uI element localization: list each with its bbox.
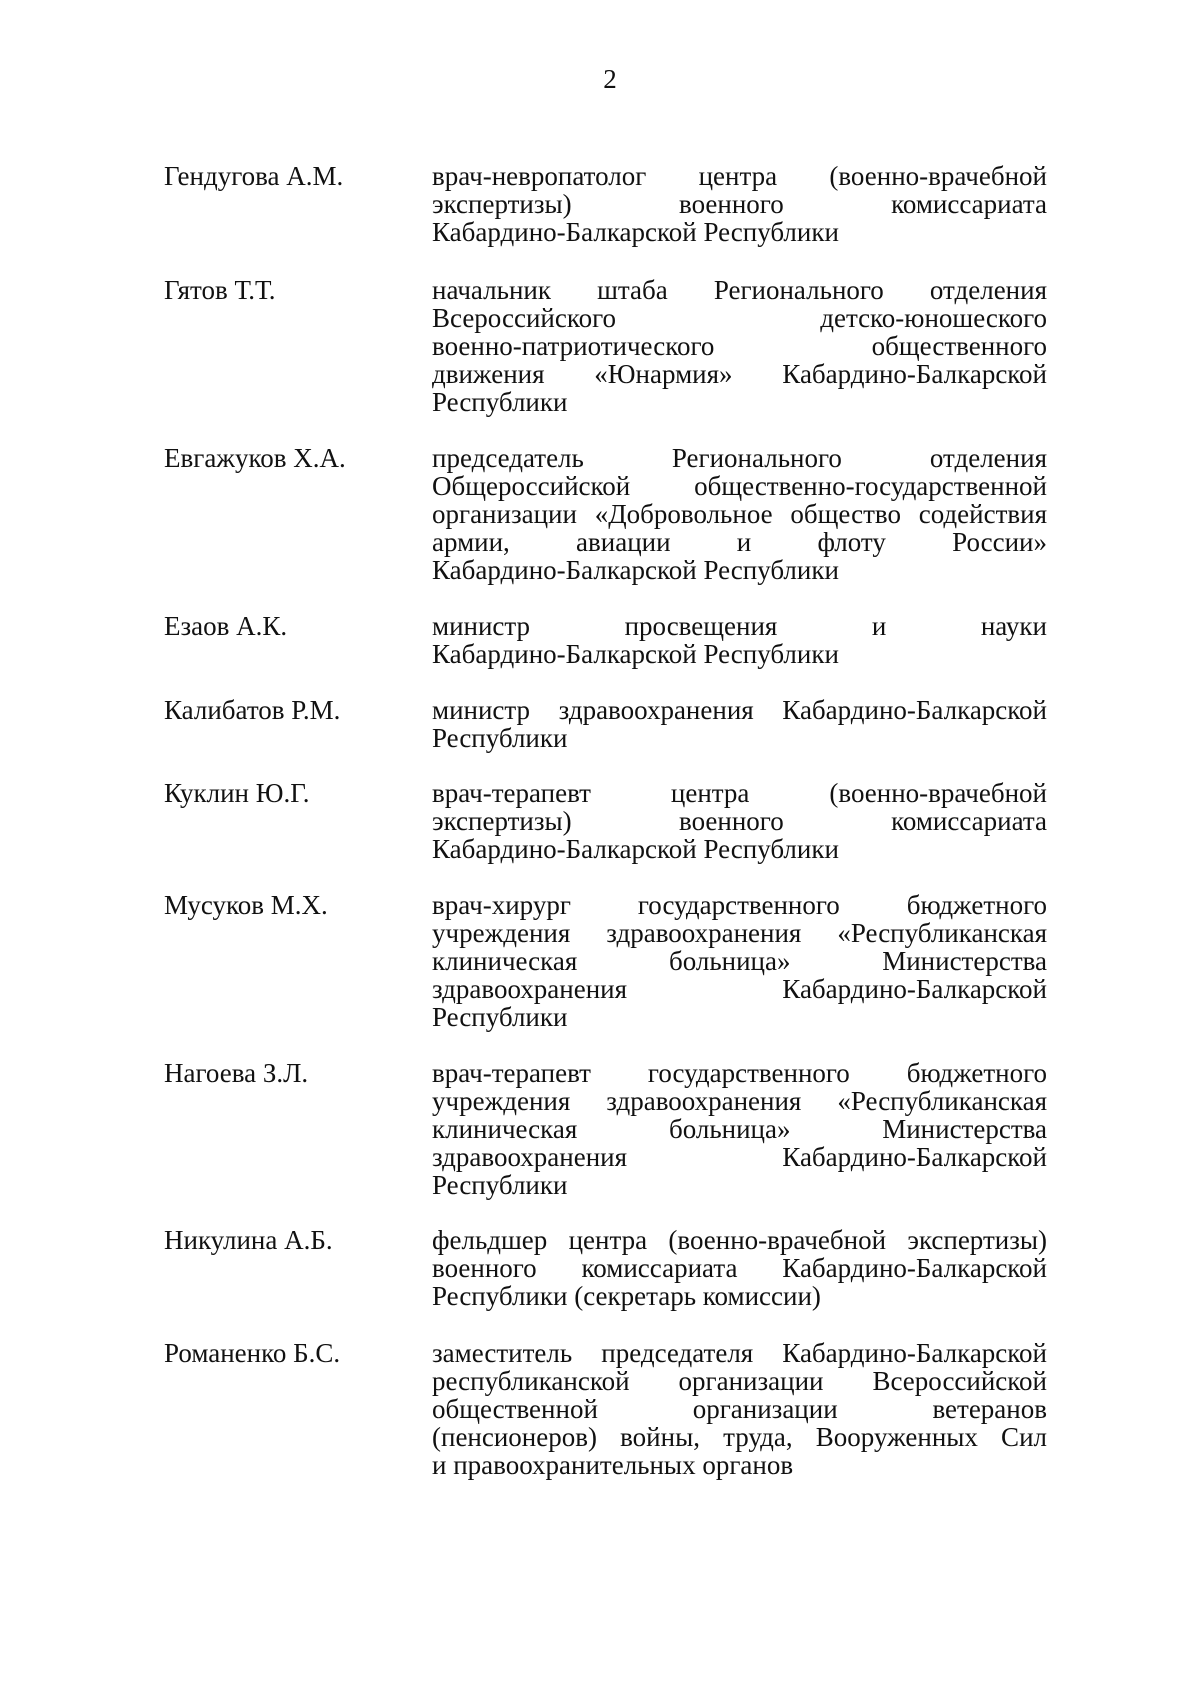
position-line: клиническая больница» Министерства bbox=[432, 1114, 1047, 1144]
member-name: Романенко Б.С. bbox=[164, 1338, 341, 1368]
position-line: врач-терапевт центра (военно-врачебной bbox=[432, 778, 1047, 808]
member-name: Калибатов Р.М. bbox=[164, 695, 341, 725]
position-line: Республики bbox=[432, 723, 568, 753]
position-line: организации «Добровольное общество содействия bbox=[432, 499, 1047, 529]
position-line: здравоохранения Кабардино-Балкарской bbox=[432, 1142, 1047, 1172]
member-name: Евгажуков Х.А. bbox=[164, 443, 346, 473]
member-name: Гендугова А.М. bbox=[164, 161, 344, 191]
position-line: учреждения здравоохранения «Республиканская bbox=[432, 1086, 1047, 1116]
position-line: Республики bbox=[432, 1170, 568, 1200]
member-name: Никулина А.Б. bbox=[164, 1225, 333, 1255]
position-line: армии, авиации и флоту России» bbox=[432, 527, 1047, 557]
position-line: Кабардино-Балкарской Республики bbox=[432, 217, 839, 247]
position-line: Республики (секретарь комиссии) bbox=[432, 1281, 821, 1311]
member-name: Езаов А.К. bbox=[164, 611, 288, 641]
member-position bbox=[432, 1226, 1047, 1310]
member-position bbox=[432, 1339, 1047, 1479]
position-line: председатель Регионального отделения bbox=[432, 443, 1047, 473]
member-position bbox=[432, 1059, 1047, 1199]
member-position bbox=[432, 779, 1047, 863]
position-line: врач-терапевт государственного бюджетного bbox=[432, 1058, 1047, 1088]
position-line: Республики bbox=[432, 387, 568, 417]
member-position bbox=[432, 444, 1047, 584]
position-line: клиническая больница» Министерства bbox=[432, 946, 1047, 976]
position-line: военного комиссариата Кабардино-Балкарской bbox=[432, 1253, 1047, 1283]
position-line: врач-хирург государственного бюджетного bbox=[432, 890, 1047, 920]
position-line: фельдшер центра (военно-врачебной экспертизы) bbox=[432, 1225, 1047, 1255]
member-name: Нагоева З.Л. bbox=[164, 1058, 309, 1088]
position-line: Кабардино-Балкарской Республики bbox=[432, 834, 839, 864]
position-line: врач-невропатолог центра (военно-врачебной bbox=[432, 161, 1047, 191]
member-name: Куклин Ю.Г. bbox=[164, 778, 310, 808]
position-line: экспертизы) военного комиссариата bbox=[432, 806, 1047, 836]
position-line: республиканской организации Всероссийской bbox=[432, 1366, 1047, 1396]
page-number: 2 bbox=[603, 64, 617, 94]
position-line: Республики bbox=[432, 1002, 568, 1032]
position-line: Общероссийской общественно-государственной bbox=[432, 471, 1047, 501]
member-position bbox=[432, 162, 1047, 246]
member-name: Мусуков М.Х. bbox=[164, 890, 328, 920]
position-line: Кабардино-Балкарской Республики bbox=[432, 555, 839, 585]
position-line: экспертизы) военного комиссариата bbox=[432, 189, 1047, 219]
position-line: движения «Юнармия» Кабардино-Балкарской bbox=[432, 359, 1047, 389]
position-line: Кабардино-Балкарской Республики bbox=[432, 639, 839, 669]
position-line: (пенсионеров) войны, труда, Вооруженных Сил bbox=[432, 1422, 1047, 1452]
member-position bbox=[432, 696, 1047, 752]
member-position bbox=[432, 276, 1047, 416]
position-line: здравоохранения Кабардино-Балкарской bbox=[432, 974, 1047, 1004]
position-line: Всероссийского детско-юношеского bbox=[432, 303, 1047, 333]
position-line: министр здравоохранения Кабардино-Балкарской bbox=[432, 695, 1047, 725]
position-line: министр просвещения и науки bbox=[432, 611, 1047, 641]
position-line: военно-патриотического общественного bbox=[432, 331, 1047, 361]
position-line: и правоохранительных органов bbox=[432, 1450, 794, 1480]
position-line: начальник штаба Регионального отделения bbox=[432, 275, 1047, 305]
position-line: общественной организации ветеранов bbox=[432, 1394, 1047, 1424]
position-line: учреждения здравоохранения «Республиканская bbox=[432, 918, 1047, 948]
member-position bbox=[432, 612, 1047, 668]
member-position bbox=[432, 891, 1047, 1031]
position-line: заместитель председателя Кабардино-Балкарской bbox=[432, 1338, 1047, 1368]
member-name: Гятов Т.Т. bbox=[164, 275, 276, 305]
